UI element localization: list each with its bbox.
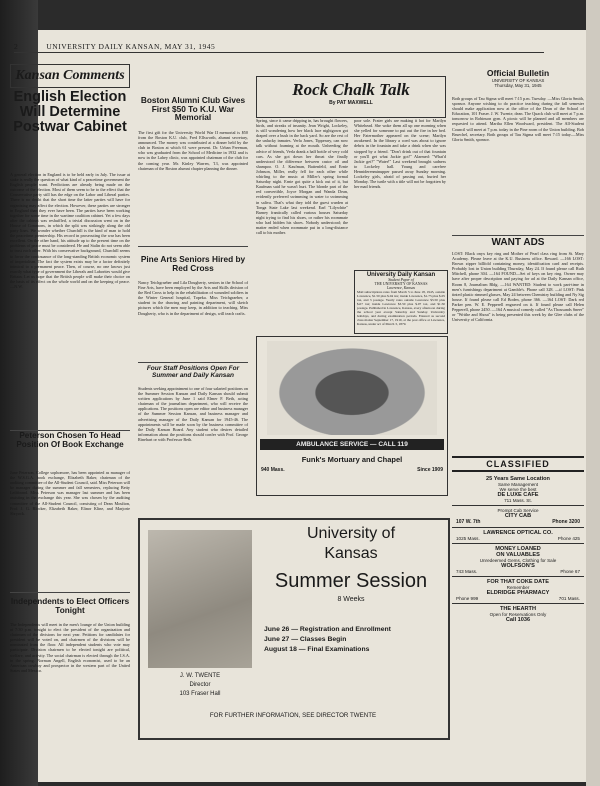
staff-positions-body: Students seeking appointment to one of four salaried positions on the Summer Session Kansan and Daily Kansan should submit written applications by June 1 said Elmer F. Beth, acting chairman of the journalism department, who will receive the applications. The positions open are editor and business manager of the Summer Session Kansan, and business manager and advertising manager of the Daily Kansan for 1945-46. The appointments will be made soon by the business committee of the Daily Kansan Board. Any student who desires detailed information about the positions should confer with Prof. George Rinehart or with Professor Beth. [138, 386, 248, 442]
ss-line3: Summer Session [274, 570, 428, 592]
mortuary-name: Funk's Mortuary and Chapel [301, 455, 403, 464]
deluxe-cafe-ad [452, 474, 584, 506]
eldridge-l5: 701 Mass. [558, 596, 580, 601]
optical-l1: LAWRENCE OPTICAL CO. [483, 530, 553, 536]
rock-chalk-byline: By PAT MAXWELL [329, 100, 373, 106]
udk-subscription-box [354, 270, 448, 334]
ss-weeks: 8 Weeks [337, 596, 365, 603]
deluxe-l1: 25 Years Same Location [486, 476, 550, 482]
ss-date1: June 26 — Registration and Enrollment [264, 626, 391, 633]
wolfson-l6: Phone 67 [560, 569, 580, 574]
mortuary-address: 940 Mass. [261, 466, 285, 473]
city-cab-ad [452, 506, 584, 528]
hearth-ad [452, 604, 584, 625]
rock-chalk-body-right: poor sole. Frater girls are making it hot for Marilyn Whitehead. She woke them all up one morning when she yelled for someone to put out the fire in her bed. Her Fatermother appeared on the scene; Marilyn awakened. In the library a coed was about to ignore debris in the fountain and take a drink when she was stopped by a friend. "Don't drink out of that fountain or you'll get what Jackie got!" Alarmed: "What'd Jackie get?" "Water!" Last weekend brought sadness to Lockeley hall. Young and carefree Henniderenminupper passed away Sunday morning. Lockeley girls, afraid of passing out, buried her Monday. The turtle with a title will not be forgotten by her mad friends. [354, 118, 446, 190]
deluxe-l4: DE LUXE CAFE [497, 492, 539, 498]
page-number: 2 [14, 42, 19, 51]
udk-body: Mail subscriptions rates from March 5 to June 18, 1945, outside Lawrence, $1.50 plus $.04 tax; inside Lawrence, $1.75 plus $.05 tax, and 3 postage. Yearly rates outside Lawrence $3.50 plus $.07 tax; inside Lawrence $3.50 plus $.07 tax, and $1.50 postage. Published in Lawrence, Kansas, every afternoon during the school year except Saturday and Sunday. University holidays, and during examination periods. Entered as second class matter September 17, 1910, at the post office at Lawrence, Kansas, under act of March 3, 1879. [357, 290, 445, 327]
hearth-l3: Call 1036 [505, 617, 531, 623]
udk-sub1: Student Paper of [388, 278, 414, 283]
red-cross-headline: Pine Arts Seniors Hired by Red Cross [140, 254, 246, 273]
hearth-l2: Open for Reservations Only [489, 612, 547, 617]
staff-positions-headline: Four Staff Positions Open For Summer and Daily Kansan [146, 365, 240, 379]
wolfson-l4: WOLFSON'S [501, 563, 535, 569]
hearth-l1: THE HEARTH [499, 606, 537, 612]
bulletin-date: Thursday, May 31, 1945 [494, 83, 542, 88]
independents-headline: Independents to Elect Officers Tonight [10, 597, 130, 615]
wolfson-l3: Unredeemed Gems, Clothing for Sale [479, 558, 557, 563]
eldridge-l4: Phone 999 [456, 596, 479, 601]
ss-date2: June 27 — Classes Begin [264, 636, 347, 643]
ambulance-car-illustration [267, 341, 437, 435]
rock-chalk-box [256, 76, 446, 118]
masthead-title: UNIVERSITY DAILY KANSAN, MAY 31, 1945 [46, 42, 216, 51]
boston-body: The first gift for the University World War II memorial is $50 from the Boston K.U. club, Fred Ellsworth, alumni secretary, announced. The money was contributed at a dinner held by the club in Boston at which 61 were present. Dr. Urban Freeman, who was graduated from the School of Medicine in 1932 and is now in the Lahey clinic, was appointed chairman of the club for the coming year. Mr. Kinley Warren, '13, was appointed chairman of the Boston alumni chapter planning the dinner. [138, 130, 248, 171]
citycab-l3: 107 W. 7th [456, 519, 481, 525]
deluxe-l2: Same Management [497, 482, 539, 487]
deluxe-l5: 711 Mass. St. [504, 498, 532, 503]
red-cross-body: Nancy Teichgraeber and Lila Dougherty, seniors in the School of Fine Arts, have been employed by the Arts and Skills division of the Red Cross to help in the rehabilitation of wounded soldiers in the Winter General hospital, Topeka. Miss Teichgraeber, a student in the drawing and painting department, will sketch pictures which the men may keep, in addition to teaching. Miss Dougherty, who is in the department of design, will teach crafts. [138, 280, 248, 316]
rock-chalk-body-left: Spring, since it came dripping in, has brought flowers, birds, and streaks of insanity. Jean Wright, Lockeley, is still wondering how her black lace nightgown got draped over a bush in the back yard. So are the rest of the unlucky inmates. Verla Jones, Tipperary, can now talk without foaming at the mouth. Unheeding the advice of friends, Verla drank a half bottle of very cold cars. As she got down her throat she finally understood the difference between castor oil and shampoo. O. J. Kaufman, Battenfeld, and Ernie Johnson, Miller, really fell for each other while whirling to the music at Miller's spring formal Saturday night. Ernie got quite a kick out of it, but Kaufman said he wasn't hurt. The blonde part of the red convertible, Joyce Morgan and Wanda Dean, evidently preferred swimming in water to swimming in saliva. That's what they told the guest warden at Tonga State Lake last weekend. Earl "Lilywhite" Barney frantically called various houses Saturday night trying to find his shoes, or rather his roommate who had hidden his shoes. Nobody understood; the matter ended when roommate put in a long-distance call to his mother. [256, 118, 348, 236]
optical-l3: Phone 425 [557, 536, 580, 541]
eldridge-pharmacy-ad [452, 577, 584, 604]
eldridge-l2: Remember [506, 585, 530, 590]
citycab-l1: Prompt Cab Service [497, 508, 539, 513]
bulletin-body: Both groups of Tau Sigma will meet 7:15 p.m. Tuesday. —Miss Gloria Smith, sponsor. Anyone wishing to do practice teaching during the fall semester should make application now at the office of the Dean of the School of Education, 101 Fraser. J. W. Twente, dean. The Quack club will meet at 7 p.m. tomorrow in Robinson gym. A picnic will be planned and all members are requested to attend. Martha Ellen Woodward, president. The All-Student Council will meet at 7 p.m. today in the Pine room of the Union building. Bob Bruechel, secretary. Both groups of Tau Sigma will meet 7:15 today.—Miss Gloria Smith, sponsor. [452, 96, 584, 142]
english-election-body: A general election in England is to be held early in July. The issue at stake is really the question of what kind of a peacetime government the English people want. Predictions are already being made on the outcome of the election. Most of them seem to be to the effect that the Conservative party still has the edge on the Labor and Liberal parties. There is no doubt that the short time the latter parties will have for organizing may affect the election. However, these parties are stronger in England than they ever have been. The parties have been working together for some time in the wartime coalition cabinet. Yet a few days after the cabinet was reshuffled, a trivial discussion went on in the House of Commons, in which the split was strikingly along the old party lines. We wonder whether Churchill is the kind of man to hold the peacetime premiership. His record in prosecuting the war has been excellent. On the other hand, his attitude up to the present time on the problems of peace must be considered. He and Stalin do not seem able to trust each other. With his conservative background, Churchill seems to favor the continuance of the long-standing British economic system of imperialism. The fact the system exists may be a factor definitely inimical to a permanent peace. Then, of course, no one knows just exactly what type of government the Liberals and Laborites would give Britain. Let us hope that the British people will make their choice on the basis of its effect on the whole world and on the keeping of peace.—N.W. [10, 172, 130, 290]
ss-line2: Kansas [324, 545, 378, 562]
bulletin-title: Official Bulletin [486, 68, 550, 78]
wolfson-l1: MONEY LOANED [495, 546, 541, 552]
eldridge-l1: FOR THAT COKE DATE [487, 579, 549, 585]
ambulance-banner: AMBULANCE SERVICE — CALL 119 [260, 439, 444, 450]
photo-room: 103 Fraser Hall [179, 691, 221, 697]
english-election-headline: English Election Will Determine Postwar Cabinet [13, 89, 127, 136]
classified-title: CLASSIFIED [452, 456, 584, 472]
boston-headline: Boston Alumni Club Gives First $50 To K.U. War Memorial [140, 95, 246, 123]
want-ads-title: WANT ADS [491, 237, 545, 248]
kansan-comments-title: Kansan Comments [10, 64, 130, 88]
optical-l2: 1025 Mass. [456, 536, 480, 541]
bulletin-university: UNIVERSITY OF KANSAS [491, 78, 545, 83]
peterson-body: June Peterson, College sophomore, has been appointed as manager of the W.S.G.A. book exchange, Elizabeth Baker, chairman of the auditing committee of the All-Student Council, said. Miss Peterson will be manager during the summer and fall semesters, replacing Betty Leibbrand. Miss Peterson was manager last summer and has been assisting in the exchange this year. She was chosen by the auditing committee of the All-Student Council, consisting of Dean Moulton, Prof. J. G. Blocker, Elizabeth Baker, Elinor Kline, and Marjorie Shryock. [10, 470, 130, 516]
udk-sub2: THE UNIVERSITY OF KANSAS [374, 282, 428, 287]
lawrence-optical-ad [452, 528, 584, 544]
photo-name: J. W. TWENTE [179, 673, 221, 679]
udk-sub3: Lawrence, Kansas [387, 286, 415, 291]
rock-chalk-title: Rock Chalk Talk [292, 80, 410, 99]
photo-title: Director [189, 682, 211, 688]
wolfsons-ad [452, 544, 584, 577]
mortuary-since: Since 1909 [417, 466, 443, 473]
independents-body: The Independents will meet in the men's lounge of the Union building at 7:30 p.m. tonight to elect the president of the organization and chairmen of the divisions for next year. Petitions for candidates for president will be voted on, and chairmen of the divisions will be nominated from the floor. All independent students who vote may participate. Division chairmen to be elected tonight are political, welfare, and activity. The social chairman is elected through the I.S.A. in the spring. Norman Angell, English economist, used to be an American cowboy and prospector in the western part of the United States and Mexico. [10, 622, 130, 673]
want-ads-body: LOST: Black onyx key ring and Mother of Pearl class ring from St. Mary Academy. Please leave at the K.U. Business office. Reward. —166 LOST: Brown zipper billfold containing money, identification card and receipts. Probably lost in Union building Thursday, May 24. If found please call Ruth Mitchell, phone 304. —164 FOUND—Set of keys on key ring. Owner may have after proper description and paying for ad at the Daily Kansan office, Room 8, Journalism Bldg. —164 WANTED: Student to work part-time in men's furnishings department at Gamble's. Phone call 328. —tf LOST: Pink tinted plastic rimmed glasses, May 24 between Chemistry building and Ny Sig house. If found please call Ed Boden, phone 366. —164 LOST: Dark red Parker pen. W. E. Pepperell engraved on it. If found please call Helen Pepperell, phone 2450. —164 A musical comedy called "As Thousands Sneer" or "Writhe and Shout" is being presented this week by the Glee clubs of the University of California. [452, 251, 584, 323]
right-page-edge [586, 0, 600, 786]
udk-headline: University Daily Kansan [366, 272, 436, 278]
citycab-l4: Phone 3200 [552, 519, 580, 525]
citycab-l2: CITY CAB [504, 513, 532, 519]
deluxe-l3: We serve the best [499, 487, 537, 492]
masthead [14, 42, 544, 53]
ss-date3: August 18 — Final Examinations [264, 646, 370, 653]
wolfson-l2: ON VALUABLES [496, 552, 540, 558]
classified-ads [452, 474, 584, 625]
summer-session-ad [138, 518, 450, 740]
eldridge-l3: ELDRIDGE PHARMACY [486, 590, 550, 596]
ss-footer: FOR FURTHER INFORMATION, SEE DIRECTOR TWENTE [209, 712, 377, 719]
peterson-headline: Peterson Chosen To Head Position Of Book Exchange [16, 431, 124, 449]
mortuary-ad [256, 336, 448, 496]
twente-photo [148, 530, 252, 668]
ss-line1: University of [306, 525, 396, 542]
wolfson-l5: 743 Mass. [456, 569, 478, 574]
